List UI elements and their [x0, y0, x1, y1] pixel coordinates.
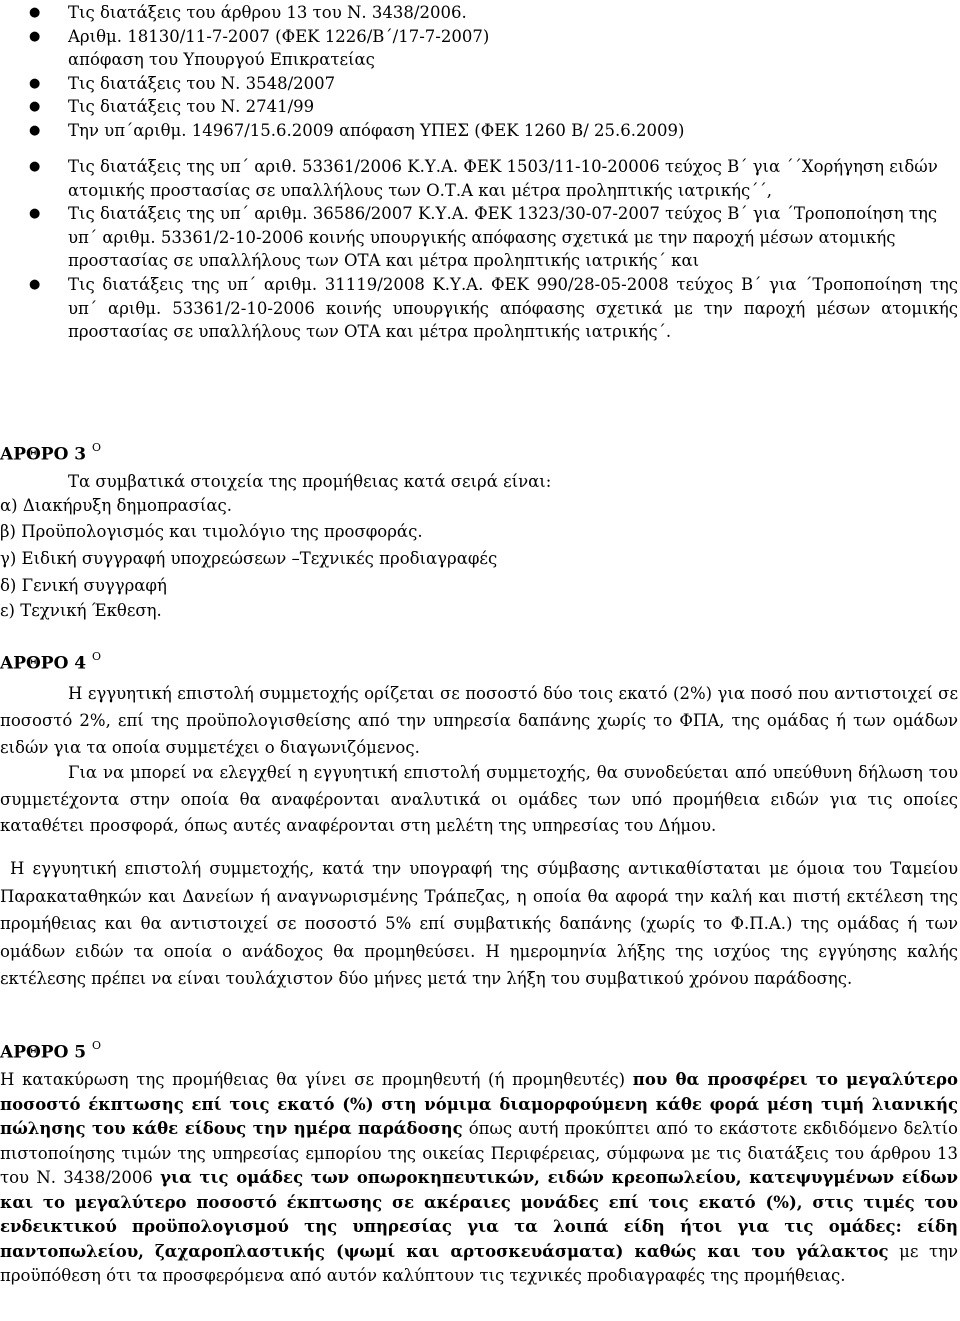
article-3-intro: Τα συμβατικά στοιχεία της προμήθειας κατά σειρά είναι: — [68, 472, 552, 491]
contract-item-c: γ) Ειδική συγγραφή υποχρεώσεων –Τεχνικές προδιαγραφές — [0, 549, 498, 568]
article-4-paragraph-3: Η εγγυητική επιστολή συμμετοχής, κατά την υπογραφή της σύμβασης αντικαθίσταται με όμοια του Ταμείου Παρακαταθηκών και Δανείων ή αναγνωρισμένης Τράπεζας, η οποία θα αφορά την καλή και πιστή εκτέλεση της προμήθειας και θα αντιστοιχεί σε ποσοστό 5% επί συμβατικής δαπάνης (χωρίς το Φ.Π.Α.) της ομάδας ή των ομάδων ειδών τα οποία ο ανάδοχος θα προμηθεύσει. Η ημερομηνία λήξης της ισχύος της εγγύησης καλής εκτέλεσης πρέπει να είναι τουλάχιστον δύο μήνες μετά την λήξη του συμβατικού χρόνου παράδοσης. — [0, 859, 958, 988]
bullet-icon: ● — [29, 122, 41, 138]
list-item: ● Την υπ΄αριθμ. 14967/15.6.2009 απόφαση ΥΠΕΣ (ΦΕΚ 1260 Β/ 25.6.2009) — [0, 119, 960, 143]
list-item: ● Τις διατάξεις του Ν. 3548/2007 — [0, 72, 960, 96]
list-item: ● Τις διατάξεις της υπ΄ αριθ. 53361/2006 Κ.Υ.Α. ΦΕΚ 1503/11-10-20006 τεύχος Β΄ για ΄΄Χορήγηση ειδών ατομικής προστασίας σε υπαλλήλους των Ο.Τ.Α και μέτρα προληπτικής ιατρικής΄΄, — [29, 157, 938, 200]
list-item: ● Τις διατάξεις του Ν. 2741/99 — [0, 95, 960, 119]
article-5-paragraph: Η κατακύρωση της προμήθειας θα γίνει σε προμηθευτή (ή προμηθευτές) που θα προσφέρει το μεγαλύτερο ποσοστό έκπτωσης επί τοις εκατό (%) στη νόμιμα διαμορφούμενη κάθε φορά μέση τιμή λιανικής πώλησης του κάθε είδους την ημέρα παράδοσης όπως αυτή προκύπτει από το εκάστοτε εκδιδόμενο δελτίο πιστοποίησης τιμών της υπηρεσίας εμπορίου της οικείας Περιφέρειας, σύμφωνα με τις διατάξεις του άρθρου 13 του Ν. 3438/2006 για τις ομάδες των οπωροκηπευτικών, ειδών κρεοπωλείου, κατεψυγμένων είδων και το μεγαλύτερο ποσοστό έκπτωσης σε ακέραιες μονάδες επί τοις εκατό (%), στις τιμές του ενδεικτικού προϋπολογισμού της υπηρεσίας για τα λοιπά είδη ήτοι για τις ομάδες: είδη παντοπωλείου, ζαχαροπλαστικής (ψωμί και αρτοσκευάσματα) καθώς και του γάλακτος με την προϋπόθεση ότι τα προσφερόμενα από αυτόν καλύπτουν τις τεχνικές προδιαγραφές της προμήθειας. — [0, 1070, 959, 1285]
article-4-paragraph-2: Για να μπορεί να ελεγχθεί η εγγυητική επιστολή συμμετοχής, θα συνοδεύεται από υπεύθυνη δήλωση του συμμετέχοντα στην οποία θα αναφέρονται αναλυτικά οι ομάδες των υπό προμήθεια ειδών για τις οποίες καταθέτει προσφορά, όπως αυτές αναφέρονται στη μελέτη της υπηρεσίας του Δήμου. — [0, 763, 958, 835]
bullet-icon: ● — [29, 5, 41, 20]
list-item: ● Τις διατάξεις του άρθρου 13 του Ν. 3438/2006. — [0, 1, 960, 25]
list-item: ● Τις διατάξεις της υπ΄ αριθμ. 31119/2008 Κ.Υ.Α. ΦΕΚ 990/28-05-2008 τεύχος Β΄ για ΄Τροποποίηση της υπ΄ αριθμ. 53361/2-10-2006 κοινής υπουργικής απόφασης σχετικά με την παροχή μέσων ατομικής προστασίας σε υπαλλήλους των ΟΤΑ και μέτρα προληπτικής ιατρικής΄. — [29, 274, 958, 342]
legal-basis-list-1 — [0, 1, 960, 143]
list-item: ● Αριθμ. 18130/11-7-2007 (ΦΕΚ 1226/Β΄/17-7-2007) απόφαση του Υπουργού Επικρατείας — [29, 26, 490, 70]
bullet-icon: ● — [29, 276, 41, 292]
article-5-heading: ΑΡΘΡΟ 5 $^O$ — [0, 1039, 102, 1063]
legal-basis-list-2 — [0, 155, 960, 344]
bullet-icon: ● — [29, 75, 41, 91]
article-4-paragraph-1: Η εγγυητική επιστολή συμμετοχής ορίζεται σε ποσοστό δύο τοις εκατό (2%) για ποσό που αντιστοιχεί σε ποσοστό 2%, επί της προϋπολογισθείσης από την υπηρεσία δαπάνης χωρίς το ΦΠΑ, της ομάδας ή των ομάδων ειδών για τα οποία συμμετέχει ο διαγωνιζόμενος. — [0, 684, 958, 757]
list-item: ● Τις διατάξεις της υπ΄ αριθμ. 36586/2007 Κ.Υ.Α. ΦΕΚ 1323/30-07-2007 τεύχος Β΄ για ΄Τροποποίηση της υπ΄ αριθμ. 53361/2-10-2006 κοινής υπουργικής απόφασης σχετικά με την παροχή μέσων ατομικής προστασίας σε υπαλλήλους των ΟΤΑ και μέτρα προληπτικής ιατρικής΄ και — [29, 204, 938, 271]
bullet-icon: ● — [29, 99, 41, 115]
article-3-heading: ΑΡΘΡΟ 3 $^O$ — [0, 441, 102, 465]
article-4-heading: ΑΡΘΡΟ 4 $^O$ — [0, 650, 102, 674]
bullet-icon: ● — [29, 28, 41, 44]
contract-item-b: β) Προϋπολογισμός και τιμολόγιο της προσφοράς. — [0, 522, 423, 541]
contract-item-d: δ) Γενική συγγραφή — [0, 576, 167, 595]
contract-item-a: α) Διακήρυξη δημοπρασίας. — [0, 496, 233, 515]
bullet-icon: ● — [29, 206, 41, 222]
contract-item-e: ε) Τεχνική Έκθεση. — [0, 601, 162, 620]
bullet-icon: ● — [29, 159, 41, 174]
